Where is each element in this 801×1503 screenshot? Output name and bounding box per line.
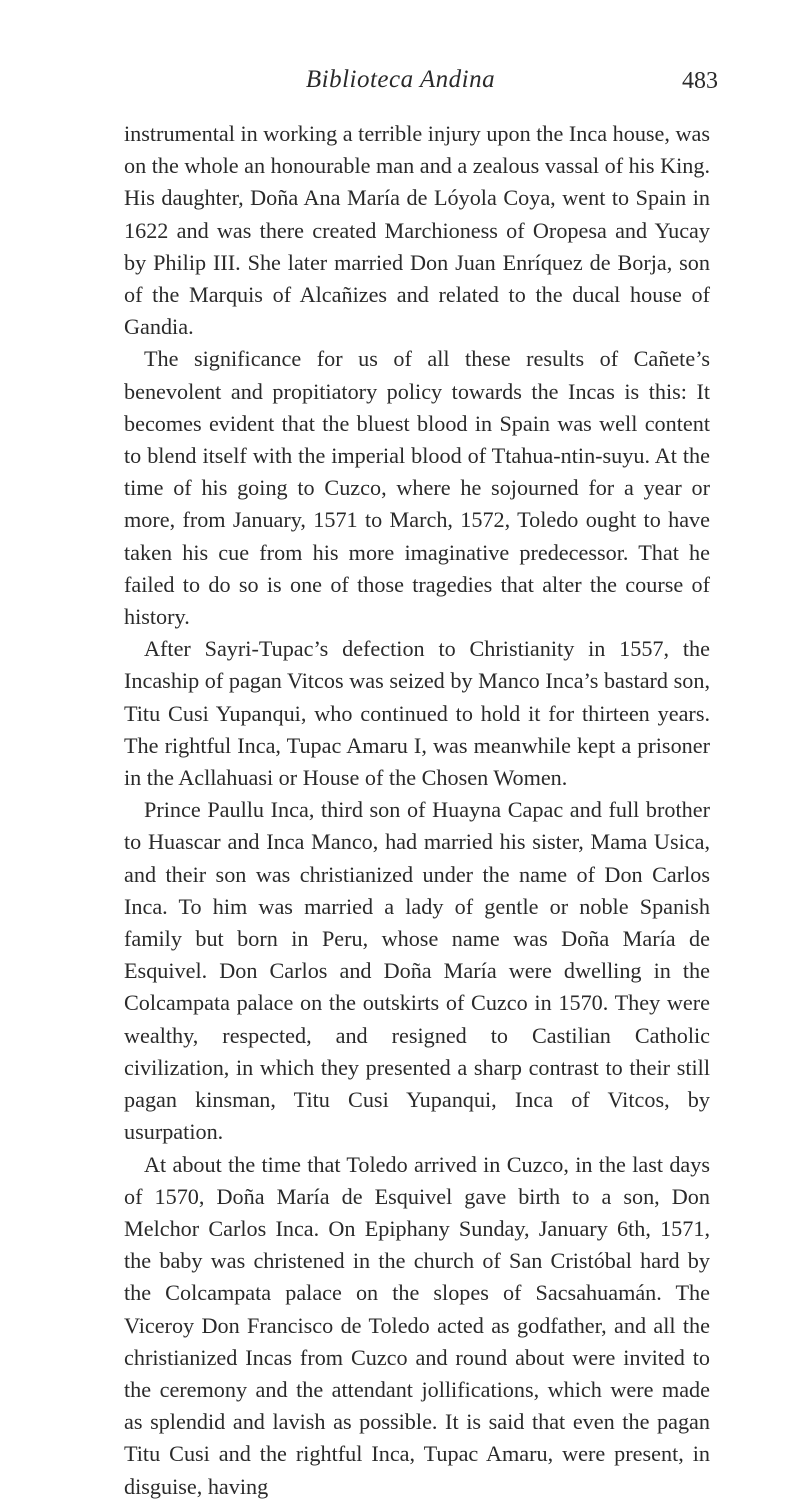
paragraph-vitcos-incaship: After Sayri-Tupac’s defection to Christianity in 1557, the Incaship of pagan Vitcos was seized by Manco Inca’s bastard son, Titu Cusi Yupanqui, who continued to hold it for thirteen years. The rightful Inca, Tupac Amaru I, was meanwhile kept a prisoner in the Acllahuasi or House of the Chosen Women. <box>124 636 710 791</box>
running-title: Biblioteca Andina <box>305 66 496 93</box>
paragraph-paullu-inca: Prince Paullu Inca, third son of Huayna Capac and full brother to Huascar and Inca Manco, had married his sister, Mama Usica, and their son was christianized under the name of Don Carlos Inca. To him was married a lady of gentle or noble Spanish family but born in Peru, whose name was Doña María de Esquivel. Don Carlos and Doña María were dwelling in the Colcampata palace on the outskirts of Cuzco in 1570. They were wealthy, respected, and resigned to Castilian Catholic civilization, in which they presented a sharp contrast to their still pagan kinsman, Titu Cusi Yupanqui, Inca of Vitcos, by usurpation. <box>124 797 710 1145</box>
page-number: 483 <box>682 68 718 94</box>
paragraph-canete-significance: The significance for us of all these results of Cañete’s benevolent and propitiatory policy towards the Incas is this: It becomes evident that the bluest blood in Spain was well content to blend itself with the imperial blood of Ttahua-ntin-suyu. At the time of his going to Cuzco, where he sojourned for a year or more, from January, 1571 to March, 1572, Toledo ought to have taken his cue from his more imaginative predecessor. That he failed to do so is one of those tragedies that alter the course of history. <box>124 346 710 630</box>
body-text <box>124 118 710 1503</box>
paragraph-continued: instrumental in working a terrible injury upon the Inca house, was on the whole an honourable man and a zealous vassal of his King. His daughter, Doña Ana María de Lóyola Coya, went to Spain in 1622 and was there created Marchioness of Oropesa and Yucay by Philip III. She later married Don Juan Enríquez de Borja, son of the Marquis of Alcañizes and related to the ducal house of Gandia. <box>124 121 710 340</box>
paragraph-melchor-carlos: At about the time that Toledo arrived in Cuzco, in the last days of 1570, Doña María de Esquivel gave birth to a son, Don Melchor Carlos Inca. On Epiphany Sunday, January 6th, 1571, the baby was christened in the church of San Cristóbal hard by the Colcampata palace on the slopes of Sacsahuamán. The Viceroy Don Francisco de Toledo acted as godfather, and all the christianized Incas from Cuzco and round about were invited to the ceremony and the attendant jollifications, which were made as splendid and lavish as possible. It is said that even the pagan Titu Cusi and the rightful Inca, Tupac Amaru, were present, in disguise, having <box>124 1151 710 1499</box>
